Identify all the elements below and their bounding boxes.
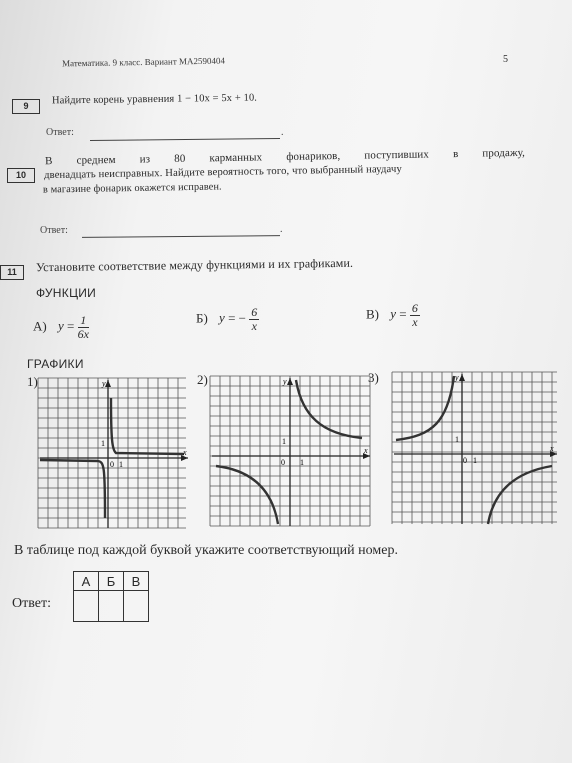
graph-3-grid (392, 372, 557, 524)
graph-1-y-label: y (102, 379, 106, 388)
function-b-sign: − (238, 310, 247, 326)
function-b-letter: Б) (196, 310, 208, 326)
graph-3-x-label: x (550, 444, 554, 453)
question-10-answer-label: Ответ: (40, 225, 68, 236)
graph-2-x-label: x (364, 446, 368, 455)
function-c: В) y = $\frac{6}{x}$ (366, 301, 418, 329)
function-b-denominator: x (251, 319, 257, 333)
function-a-fraction (78, 314, 89, 341)
graph-1-zero-label: 0 (110, 460, 114, 469)
function-c-fraction (410, 302, 420, 329)
answer-cell-b[interactable] (99, 591, 124, 622)
function-a-numerator: 1 (78, 314, 89, 328)
question-10-line-1: В среднем из 80 карманных фонариков, поступивших в продажу, (44, 146, 526, 168)
question-9-text: Найдите корень уравнения 1 − 10x = 5x + 10. (51, 92, 258, 107)
answer-table-header-b: Б (99, 572, 124, 591)
graph-3-y-label: y (455, 373, 459, 382)
graph-3-curve-right (488, 466, 552, 524)
graph-3 (392, 372, 557, 524)
graph-3-y-arrow (459, 374, 465, 381)
graph-2-y-label: y (283, 377, 287, 386)
graph-2-zero-label: 0 (281, 458, 285, 467)
graph-1-y-arrow (105, 380, 111, 387)
graph-3-one-label: 1 (455, 435, 459, 444)
function-a-letter: А) (33, 318, 47, 334)
answer-end-dot: . (280, 224, 283, 235)
question-9-number: 9 (12, 99, 40, 114)
function-b-fraction (249, 306, 259, 333)
graphs-heading: ГРАФИКИ (27, 357, 84, 371)
graph-2-one-label: 1 (282, 437, 286, 446)
question-10-line-2: двенадцать неисправных. Найдите вероятность того, что выбранный наудачу (43, 162, 402, 182)
graph-3-label: 3) (368, 370, 379, 385)
answer-table-input-row (74, 591, 149, 622)
answer-end-dot: . (281, 127, 284, 138)
graph-2-label: 2) (197, 372, 208, 387)
table-instruction: В таблице под каждой буквой укажите соответствующий номер. (14, 543, 398, 558)
question-10-number: 10 (7, 168, 35, 183)
graph-2-curve-left (216, 466, 278, 524)
function-a: А) y = $\frac{1}{6x}$ (33, 313, 89, 341)
answer-table-header-c: В (124, 572, 149, 591)
function-c-denominator: x (412, 315, 418, 329)
function-b: Б) y = − $\frac{6}{x}$ (196, 305, 258, 333)
graph-3-x-one-label: 1 (473, 456, 477, 465)
graph-2-y-arrow (287, 378, 293, 385)
graph-3-zero-label: 0 (463, 456, 467, 465)
function-c-letter: В) (366, 306, 379, 322)
graph-2 (210, 376, 370, 526)
functions-heading: ФУНКЦИИ (36, 286, 97, 300)
graph-3-curve-left (396, 376, 454, 440)
function-c-numerator: 6 (411, 301, 418, 315)
graph-1-curve-left (40, 460, 105, 518)
question-10-answer-line[interactable] (82, 235, 280, 238)
question-9-answer-line[interactable] (90, 138, 280, 141)
answer-cell-c[interactable] (124, 591, 149, 622)
function-b-numerator: 6 (251, 305, 258, 319)
answer-table (73, 571, 149, 622)
graph-1-x-one-label: 1 (119, 460, 123, 469)
page-header: Математика. 9 класс. Вариант МА2590404 (61, 55, 226, 69)
graph-1-one-label: 1 (101, 439, 105, 448)
graph-2-x-one-label: 1 (300, 458, 304, 467)
question-10-line-3: в магазине фонарик окажется исправен. (42, 181, 222, 196)
question-9-answer-label: Ответ: (46, 127, 74, 138)
answer-table-header-row (74, 572, 149, 591)
question-11-text: Установите соответствие между функциями и их графиками. (35, 255, 354, 275)
answer-cell-a[interactable] (74, 591, 99, 622)
function-a-denominator: 6x (77, 327, 89, 341)
graph-1-label: 1) (27, 374, 38, 389)
page-number: 5 (503, 54, 508, 65)
question-11-number: 11 (0, 265, 24, 280)
question-11-answer-label: Ответ: (12, 596, 51, 611)
graph-1-x-label: x (183, 448, 187, 457)
graph-1-curve-right (111, 398, 184, 454)
answer-table-header-a: А (74, 572, 99, 591)
graph-2-curve-right (296, 380, 362, 438)
graph-1 (38, 378, 186, 528)
